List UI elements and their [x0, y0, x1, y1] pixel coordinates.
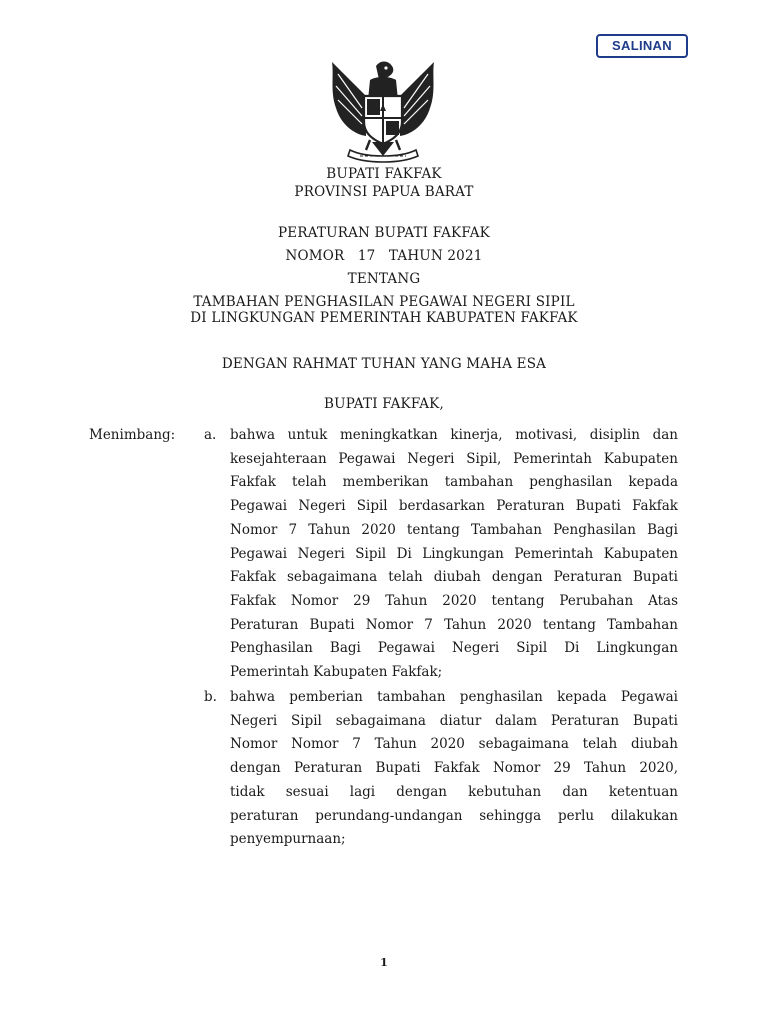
item-a-line: Pegawai Negeri Sipil berdasarkan Peraturan Bupati Fakfak: [230, 498, 678, 515]
regulation-title: PERATURAN BUPATI FAKFAK: [278, 225, 490, 241]
item-a-line: Fakfak telah memberikan tambahan penghasilan kepada: [230, 474, 678, 491]
item-a-line: Fakfak sebagaimana telah diubah dengan Peraturan Bupati: [230, 569, 678, 586]
item-b-line: dengan Peraturan Bupati Fakfak Nomor 29 Tahun 2020,: [230, 760, 678, 777]
item-b-paragraph: [230, 686, 678, 852]
invocation: DENGAN RAHMAT TUHAN YANG MAHA ESA: [221, 356, 547, 372]
item-a-line: kesejahteraan Pegawai Negeri Sipil, Pemerintah Kabupaten: [230, 450, 678, 467]
item-a-line: Nomor 7 Tahun 2020 tentang Tambahan Penghasilan Bagi: [230, 521, 678, 538]
header-line-1: BUPATI FAKFAK: [326, 166, 442, 182]
item-a-marker: a.: [204, 427, 217, 443]
regulation-number: NOMOR 17 TAHUN 2021: [285, 248, 483, 264]
regulation-about: TENTANG: [347, 271, 421, 287]
item-a-line: Pegawai Negeri Sipil Di Lingkungan Pemerintah Kabupaten: [230, 545, 678, 562]
item-b-line: penyempurnaan;: [230, 831, 346, 848]
item-a-line: bahwa untuk meningkatkan kinerja, motivasi, disiplin dan: [230, 427, 678, 443]
item-a-line: Fakfak Nomor 29 Tahun 2020 tentang Perubahan Atas: [230, 592, 678, 609]
item-b-line: tidak sesuai lagi dengan kebutuhan dan ketentuan: [230, 783, 678, 800]
header-line-2: PROVINSI PAPUA BARAT: [294, 184, 474, 200]
item-b-marker: b.: [204, 689, 217, 705]
item-a-line: Peraturan Bupati Nomor 7 Tahun 2020 tentang Tambahan: [230, 616, 678, 633]
item-b-line: Negeri Sipil sebagaimana diatur dalam Peraturan Bupati: [230, 712, 678, 729]
issuer: BUPATI FAKFAK,: [324, 396, 444, 412]
regulation-subject-line-2: DI LINGKUNGAN PEMERINTAH KABUPATEN FAKFAK: [190, 310, 578, 326]
item-a-line: Penghasilan Bagi Pegawai Negeri Sipil Di Lingkungan: [230, 640, 678, 657]
item-b-line: bahwa pemberian tambahan penghasilan kepada Pegawai: [230, 689, 678, 705]
garuda-pancasila-emblem: [326, 56, 440, 164]
salinan-stamp: SALINAN: [596, 34, 688, 58]
item-a-paragraph: [230, 424, 678, 685]
item-a-line: Pemerintah Kabupaten Fakfak;: [230, 664, 443, 681]
item-b-line: Nomor Nomor 7 Tahun 2020 sebagaimana telah diubah: [230, 736, 678, 753]
item-b-line: peraturan perundang-undangan sehingga perlu dilakukan: [230, 807, 678, 824]
page-number: 1: [380, 956, 388, 969]
regulation-subject-line-1: TAMBAHAN PENGHASILAN PEGAWAI NEGERI SIPIL: [193, 294, 575, 310]
menimbang-label: Menimbang:: [89, 427, 176, 443]
